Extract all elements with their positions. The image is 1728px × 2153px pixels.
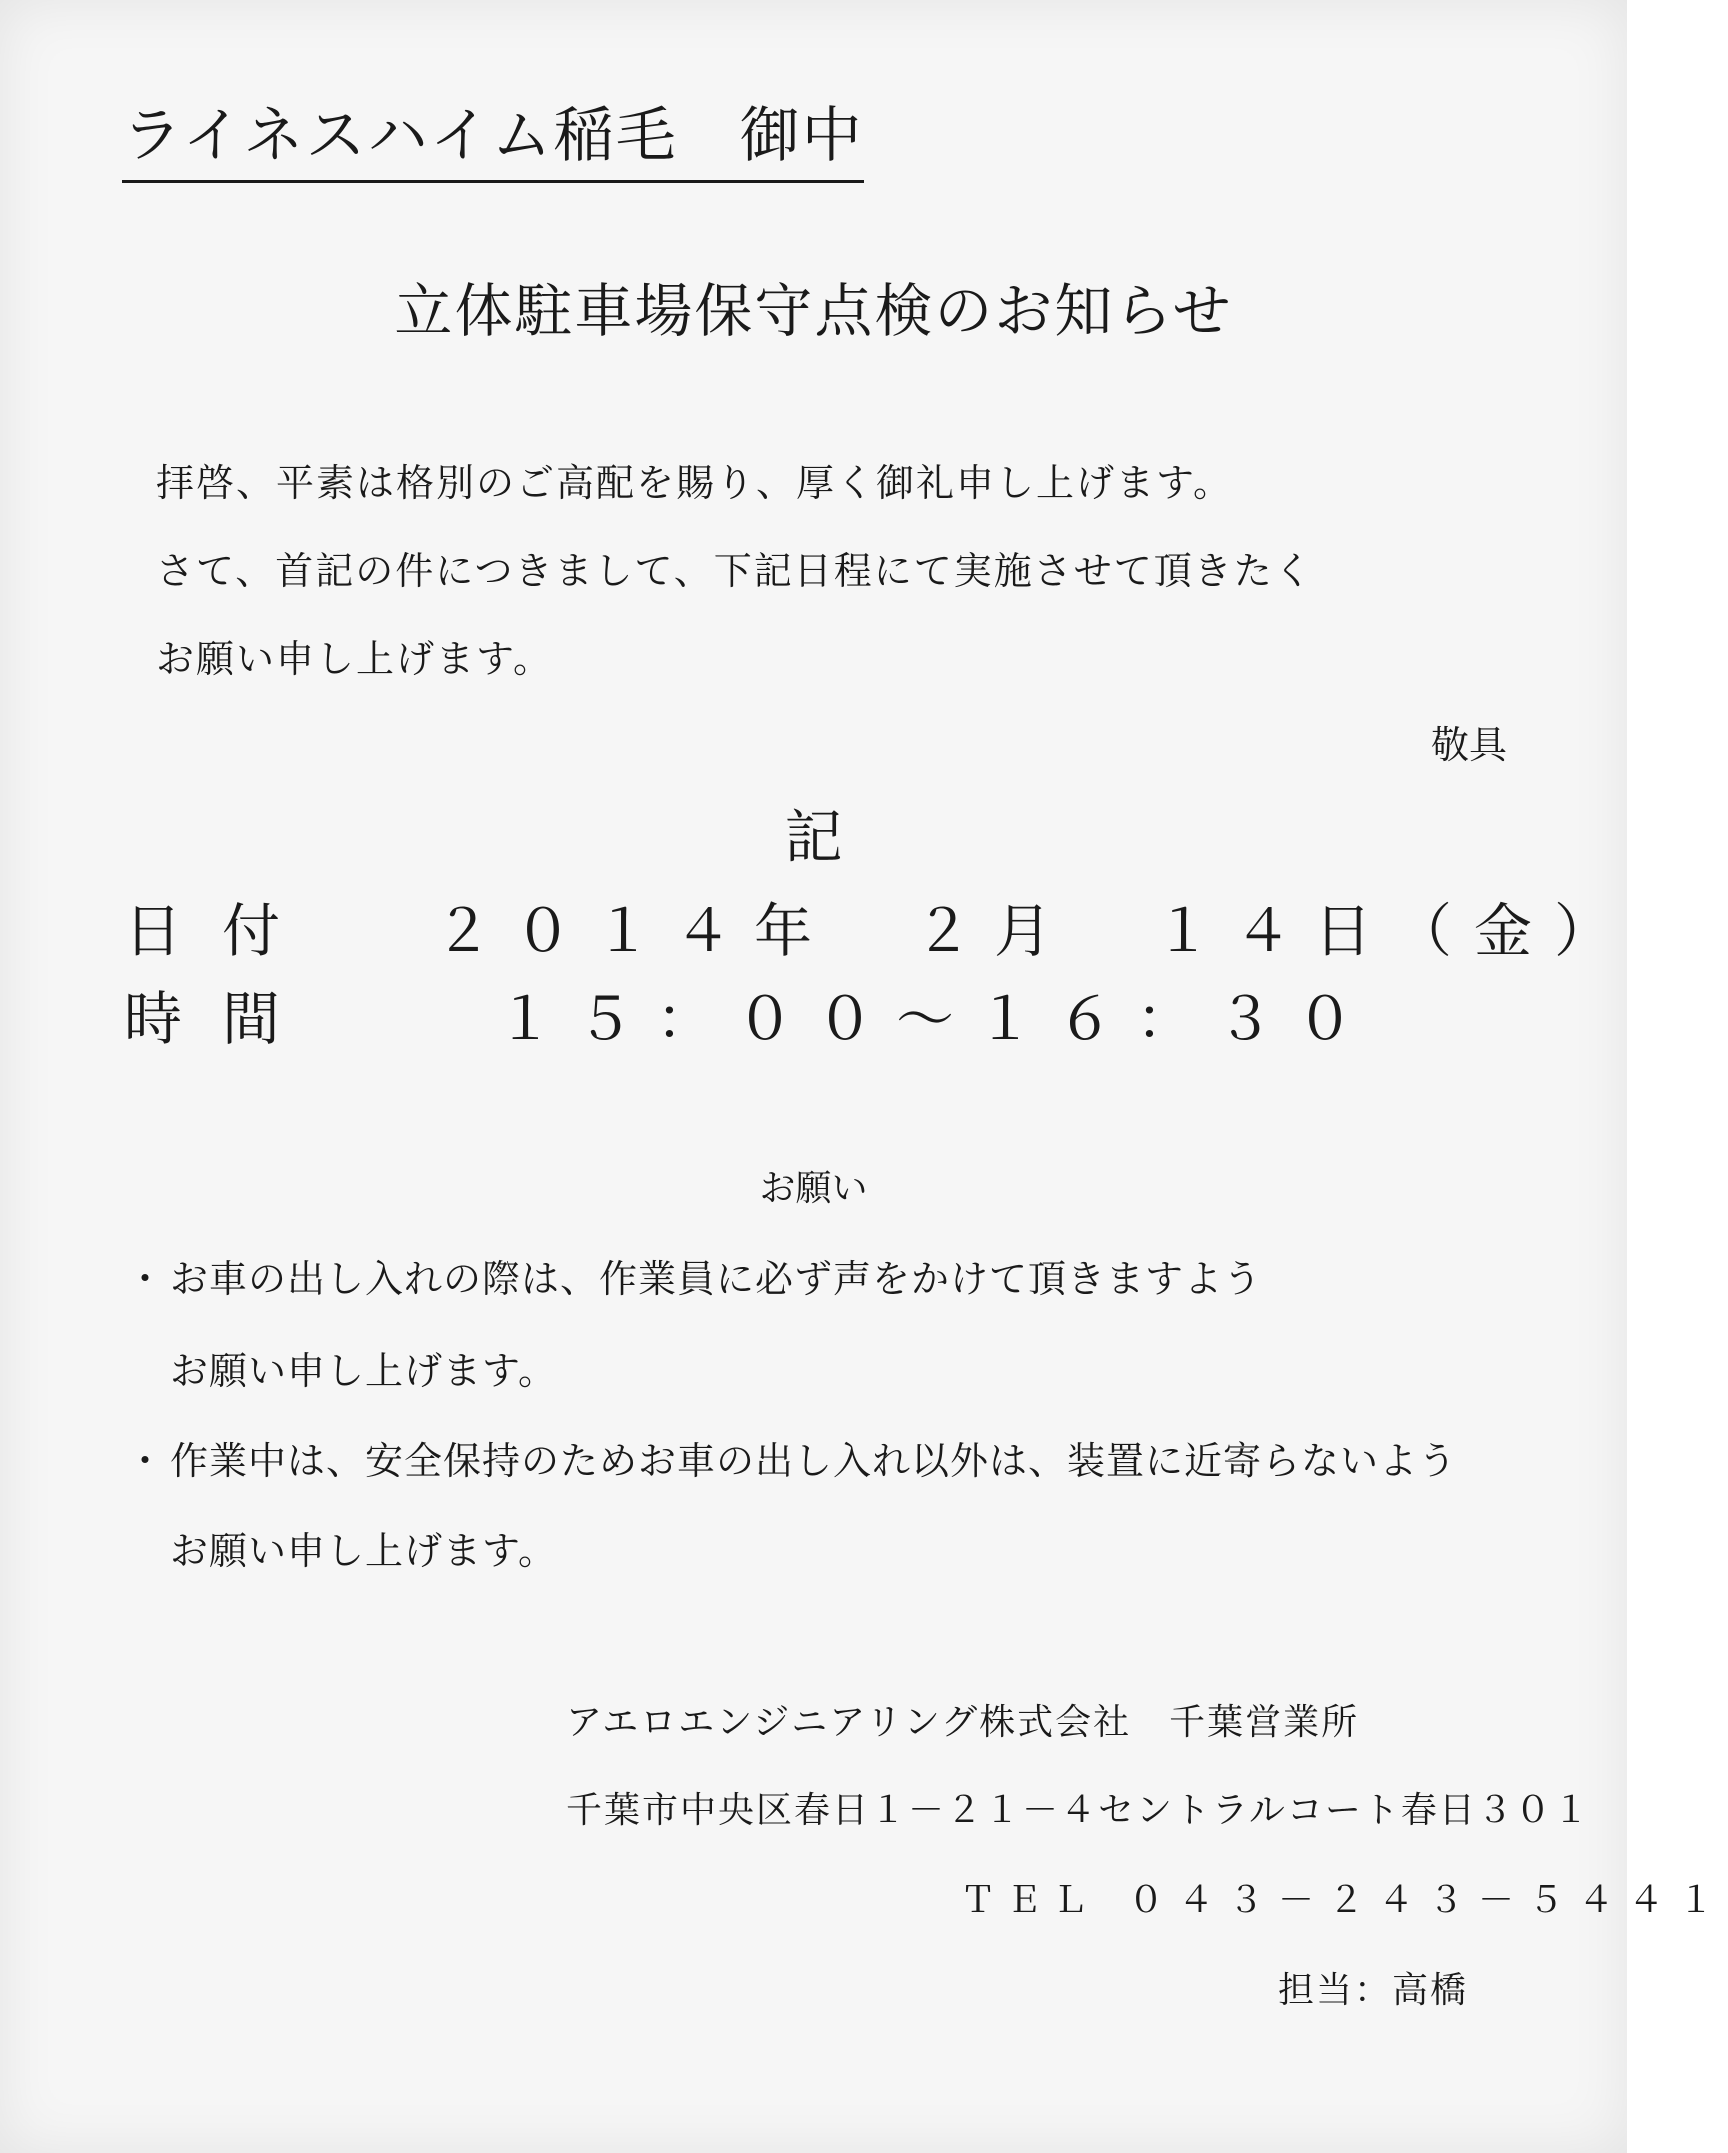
time-row <box>124 972 1377 1056</box>
company-name: アエロエンジニアリング株式会社 千葉営業所 <box>566 1702 1360 1743</box>
addressee: ライネスハイム稲毛 御中 <box>122 88 864 183</box>
request-item-2 <box>126 1430 1457 1485</box>
request-1-line-2: お願い申し上げます。 <box>170 1349 557 1393</box>
body-line-2: さて、首記の件につきまして、下記日程にて実施させて頂きたく <box>156 549 1314 593</box>
request-2-line-2: お願い申し上げます。 <box>170 1529 557 1573</box>
time-value: １５：００〜１６：３０ <box>496 985 1377 1053</box>
tel-label: ＴＥＬ <box>960 1880 1099 1921</box>
request-2-line-1: 作業中は、安全保持のためお車の出し入れ以外は、装置に近寄らないよう <box>170 1439 1458 1483</box>
notice-title: 立体駐車場保守点検のお知らせ <box>394 277 1233 345</box>
time-label: 時間 <box>124 985 321 1053</box>
bullet-mark: ・ <box>126 1439 166 1483</box>
contact-person: 担当：高橋 <box>1278 1970 1469 2011</box>
date-value: ２０１４年 ２月 １４日（金） <box>434 897 1635 965</box>
ki-heading: 記 <box>784 803 843 871</box>
company-address: 千葉市中央区春日１－２１－４セントラルコート春日３０１ <box>566 1790 1591 1831</box>
requests-heading: お願い <box>759 1168 868 1209</box>
tel-number: ０４３－２４３－５４４１ <box>1128 1880 1728 1921</box>
request-1-line-1: お車の出し入れの際は、作業員に必ず声をかけて頂きますよう <box>170 1257 1263 1301</box>
body-line-3: お願い申し上げます。 <box>156 637 553 681</box>
closing-keigu: 敬具 <box>1430 723 1507 767</box>
date-row <box>124 884 1635 968</box>
date-label: 日付 <box>124 897 321 965</box>
company-tel <box>960 1872 1728 1923</box>
bullet-mark: ・ <box>126 1257 166 1301</box>
body-line-1: 拝啓、平素は格別のご高配を賜り、厚く御礼申し上げます。 <box>156 461 1233 505</box>
request-item-1 <box>126 1248 1262 1303</box>
